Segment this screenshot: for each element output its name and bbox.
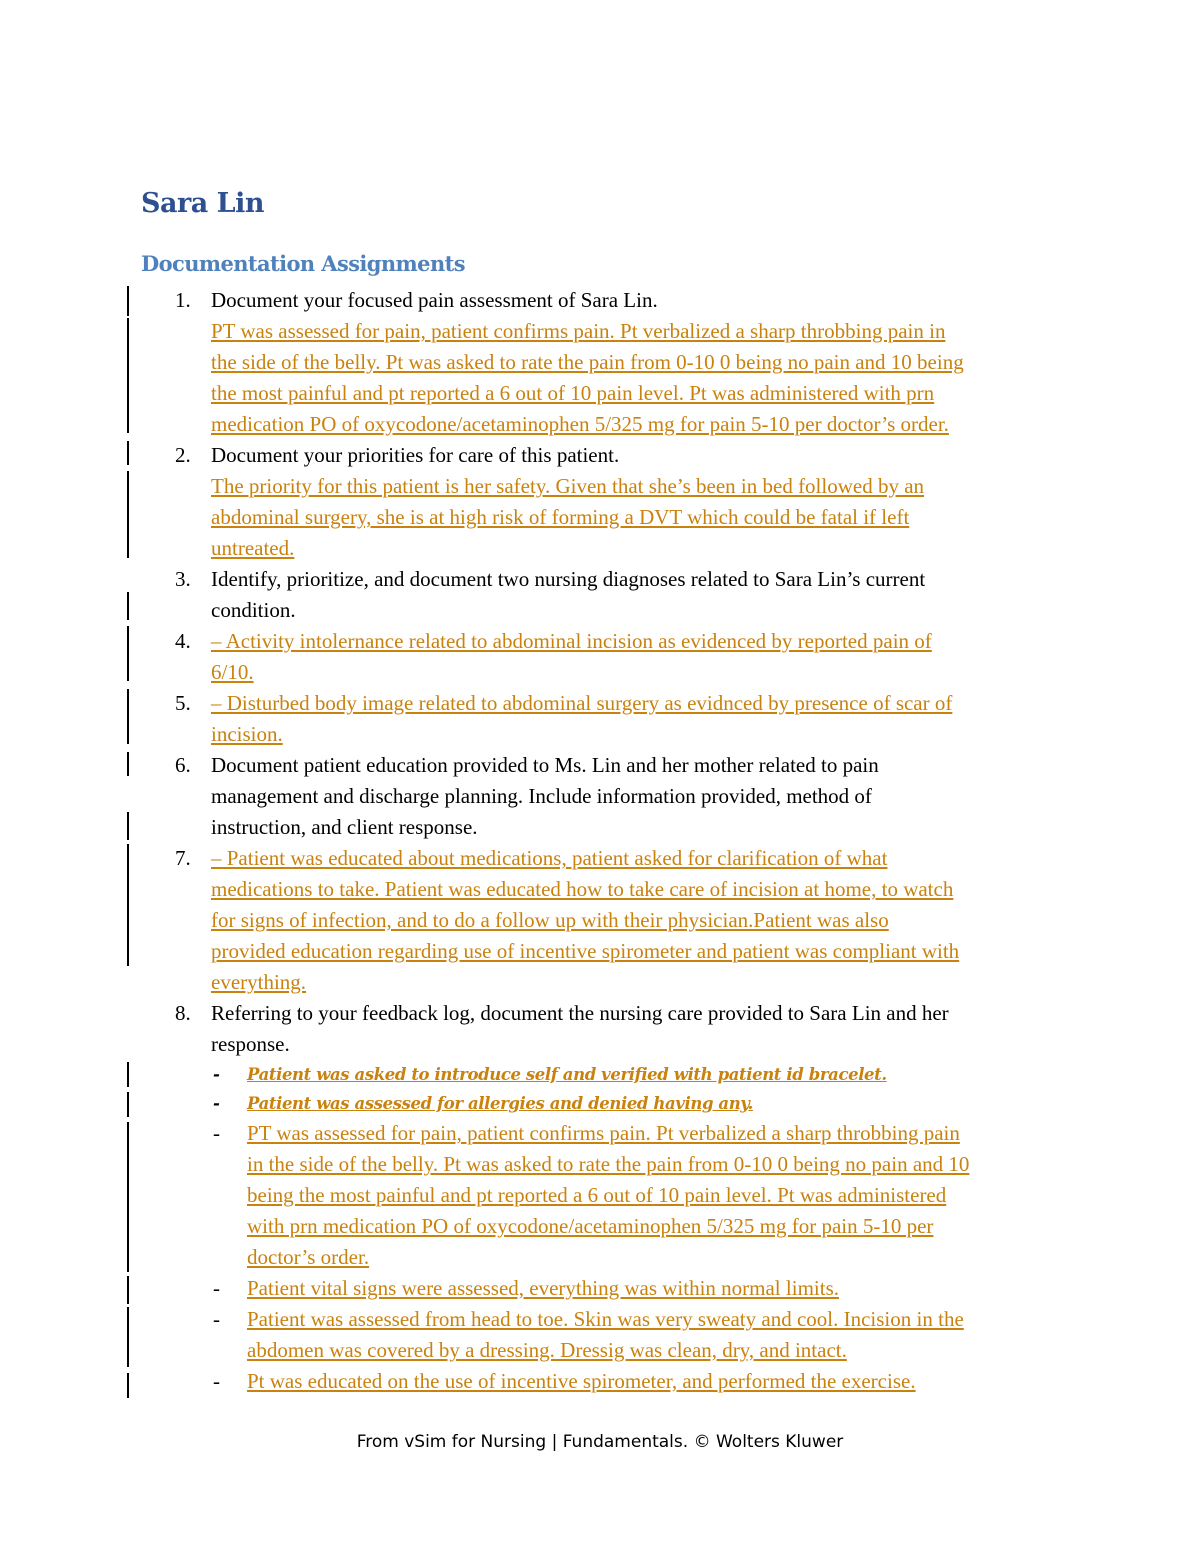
answer-line: untreated. <box>211 536 295 560</box>
question-text: Document your focused pain assessment of Sara Lin. <box>211 288 658 312</box>
bullet-item <box>211 1060 1070 1089</box>
answer-line: 6/10. <box>211 660 254 684</box>
answer-line: – Patient was educated about medications, patient asked for clarification of what <box>211 846 888 870</box>
item-number: 3. <box>175 567 191 591</box>
question-text: condition. <box>211 598 296 622</box>
item-number: 8. <box>175 1001 191 1025</box>
answer-line: medications to take. Patient was educated how to take care of incision at home, to watch <box>211 877 954 901</box>
list-item <box>0 843 1200 998</box>
answer-line: medication PO of oxycodone/acetaminophen 5/325 mg for pain 5-10 per doctor’s order. <box>211 412 949 436</box>
answer-line: Patient was assessed for allergies and denied having any. <box>247 1094 753 1113</box>
page-title: Sara Lin <box>141 188 264 219</box>
question-text: Document patient education provided to Ms. Lin and her mother related to pain <box>211 753 879 777</box>
answer-line: everything. <box>211 970 307 994</box>
bullet-item <box>211 1366 1070 1397</box>
bullet-dash: - <box>213 1276 220 1300</box>
list-item <box>0 285 1200 440</box>
answer-line: incision. <box>211 722 283 746</box>
answer-line: – Disturbed body image related to abdominal surgery as evidnced by presence of scar of <box>211 691 953 715</box>
item-number: 1. <box>175 288 191 312</box>
bullet-dash: - <box>213 1369 220 1393</box>
answer-line: abdominal surgery, she is at high risk of forming a DVT which could be fatal if left <box>211 505 910 529</box>
answer-line: doctor’s order. <box>247 1245 370 1269</box>
care-bullet-list <box>211 1060 1070 1397</box>
question-text: instruction, and client response. <box>211 815 478 839</box>
answer-line: The priority for this patient is her safety. Given that she’s been in bed followed by an <box>211 474 925 498</box>
item-number: 7. <box>175 846 191 870</box>
bullet-item <box>211 1304 1070 1366</box>
question-text: Referring to your feedback log, document the nursing care provided to Sara Lin and her <box>211 1001 949 1025</box>
list-item <box>0 564 1200 626</box>
list-item <box>0 998 1200 1397</box>
item-number: 2. <box>175 443 191 467</box>
question-text: Identify, prioritize, and document two nursing diagnoses related to Sara Lin’s current <box>211 567 926 591</box>
answer-line: being the most painful and pt reported a 6 out of 10 pain level. Pt was administered <box>247 1183 947 1207</box>
bullet-item <box>211 1118 1070 1273</box>
question-text: management and discharge planning. Include information provided, method of <box>211 784 872 808</box>
bullet-item <box>211 1089 1070 1118</box>
bullet-dash: - <box>213 1065 220 1084</box>
assignment-list <box>0 285 1200 1397</box>
list-item <box>0 626 1200 688</box>
answer-line: provided education regarding use of incentive spirometer and patient was compliant with <box>211 939 960 963</box>
answer-line: the most painful and pt reported a 6 out of 10 pain level. Pt was administered with prn <box>211 381 935 405</box>
answer-line: Pt was educated on the use of incentive spirometer, and performed the exercise. <box>247 1369 916 1393</box>
list-item <box>0 688 1200 750</box>
bullet-dash: - <box>213 1121 220 1145</box>
bullet-dash: - <box>213 1094 220 1113</box>
item-number: 4. <box>175 629 191 653</box>
item-number: 6. <box>175 753 191 777</box>
list-item <box>0 440 1200 564</box>
bullet-item <box>211 1273 1070 1304</box>
answer-line: with prn medication PO of oxycodone/acetaminophen 5/325 mg for pain 5-10 per <box>247 1214 934 1238</box>
question-text: response. <box>211 1032 290 1056</box>
answer-line: PT was assessed for pain, patient confirms pain. Pt verbalized a sharp throbbing pain in <box>211 319 946 343</box>
answer-line: Patient vital signs were assessed, everything was within normal limits. <box>247 1276 839 1300</box>
list-item <box>0 750 1200 843</box>
answer-line: for signs of infection, and to do a follow up with their physician.Patient was also <box>211 908 889 932</box>
answer-line: abdomen was covered by a dressing. Dressig was clean, dry, and intact. <box>247 1338 847 1362</box>
section-title: Documentation Assignments <box>141 251 465 276</box>
answer-line: PT was assessed for pain, patient confirms pain. Pt verbalized a sharp throbbing pain <box>247 1121 960 1145</box>
question-text: Document your priorities for care of this patient. <box>211 443 620 467</box>
answer-line: – Activity intolernance related to abdominal incision as evidenced by reported pain of <box>211 629 932 653</box>
page-footer: From vSim for Nursing | Fundamentals. © Wolters Kluwer <box>356 1432 844 1452</box>
answer-line: Patient was asked to introduce self and verified with patient id bracelet. <box>247 1065 887 1084</box>
answer-line: in the side of the belly. Pt was asked to rate the pain from 0-10 0 being no pain and 10 <box>247 1152 970 1176</box>
answer-line: Patient was assessed from head to toe. Skin was very sweaty and cool. Incision in the <box>247 1307 964 1331</box>
bullet-dash: - <box>213 1307 220 1331</box>
answer-line: the side of the belly. Pt was asked to rate the pain from 0-10 0 being no pain and 10 being <box>211 350 964 374</box>
item-number: 5. <box>175 691 191 715</box>
